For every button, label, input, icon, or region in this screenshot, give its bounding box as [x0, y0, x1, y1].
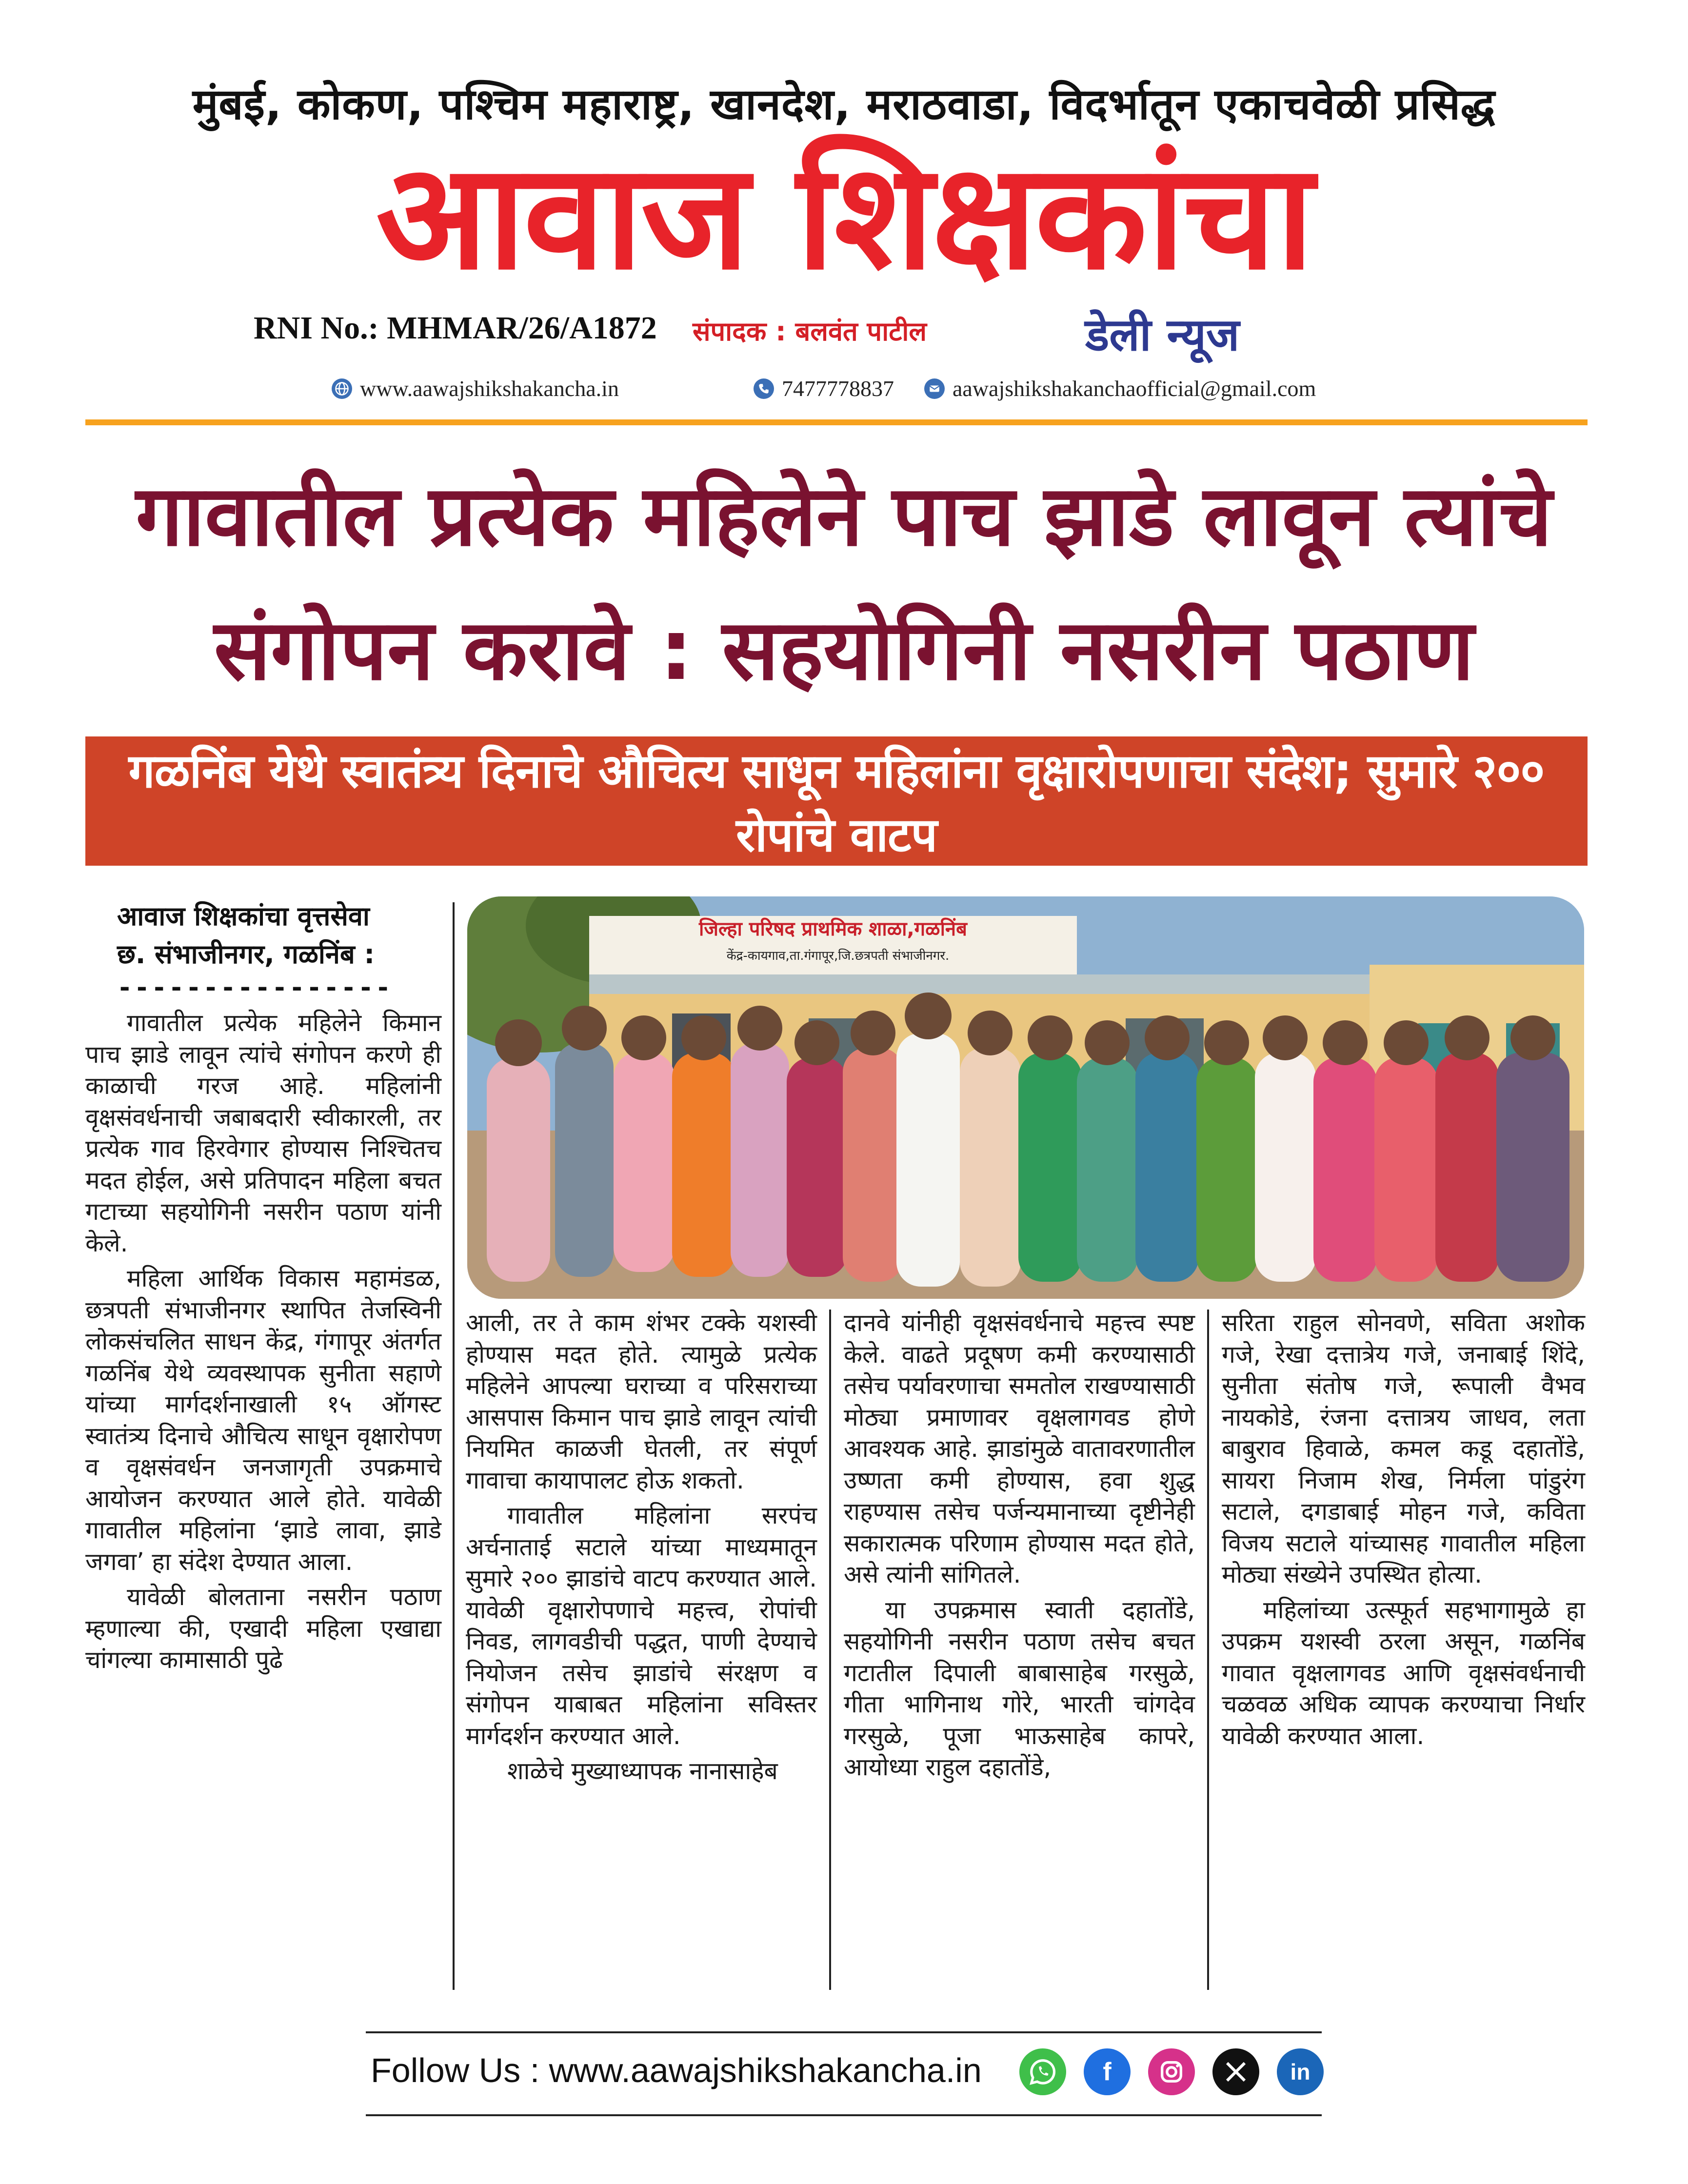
column-rule-1 — [453, 902, 455, 1990]
email-contact[interactable] — [924, 376, 1316, 401]
footer-rule-top — [366, 2031, 1322, 2033]
column-4-paragraph-2: महिलांच्या उत्स्फूर्त सहभागामुळे हा उपक्रम यशस्वी ठरला असून, गळनिंब गावात वृक्षलागवड आणि वृक्षसंवर्धनाची चळवळ अधिक व्यापक करण्याचा निर्धार यावेळी करण्यात आला. — [1222, 1595, 1585, 1750]
footer-rule-bottom — [366, 2114, 1322, 2116]
column-3-paragraph-2: या उपक्रमास स्वाती दहातोंडे, सहयोगिनी नसरीन पठाण तसेच बचत गटातील दिपाली बाबासाहेब गरसुळे, गीता भागिनाथ गोरे, भारती चांगदेव गरसुळे, पूजा भाऊसाहेब कापरे, आयोध्या राहुल दहातोंडे, — [844, 1595, 1195, 1781]
phone-text[interactable]: 7477778837 — [782, 376, 894, 401]
article-column-2 — [466, 1307, 817, 1791]
column-1-paragraph-3: यावेळी बोलताना नसरीन पठाण म्हणाल्या की, एखादी महिला एखाद्या चांगल्या कामासाठी पुढे — [85, 1583, 441, 1674]
headline-line-1: गावातील प्रत्येक महिलेने पाच झाडे लावून त्यांचे — [136, 467, 1552, 565]
globe-icon — [332, 378, 352, 399]
column-2-paragraph-1: आली, तर ते काम शंभर टक्के यशस्वी होण्यास मदत होते. त्यामुळे प्रत्येक महिलेने आपल्या घराच्या व परिसराच्या आसपास किमान पाच झाडे लावून त्यांची नियमित काळजी घेतली, तर संपूर्ण गावाचा कायापालट होऊ शकतो. — [466, 1309, 817, 1494]
phone-contact[interactable] — [754, 376, 894, 401]
subheadline-band — [85, 736, 1588, 866]
column-rule-3 — [1207, 1310, 1209, 1990]
website-text[interactable]: www.aawajshikshakancha.in — [360, 376, 619, 401]
follow-us-link[interactable]: Follow Us : www.aawajshikshakancha.in — [371, 2051, 982, 2089]
column-2-paragraph-2: गावातील महिलांना सरपंच अर्चनाताई सटाले यांच्या माध्यमातून सुमारे २०० झाडांचे वाटप करण्यात आले. यावेळी वृक्षारोपणाचे महत्त्व, रोपांची निवड, लागवडीची पद्धत, पाणी देण्याचे नियोजन तसेच झाडांचे संरक्षण व संगोपन याबाबत महिलांना सविस्तर मार्गदर्शन करण्यात आले. — [466, 1501, 817, 1750]
masthead-divider — [85, 419, 1588, 425]
rni-number: RNI No.: MHMAR/26/A1872 — [254, 310, 657, 346]
article-subheadline: गळनिंब येथे स्वातंत्र्य दिनाचे औचित्य साधून महिलांना वृक्षारोपणाचा संदेश; सुमारे २०० रोपांचे वाटप — [128, 743, 1545, 862]
column-rule-2 — [829, 1310, 831, 1990]
article-photo — [467, 896, 1584, 1299]
newspaper-title: आवाज शिक्षकांचा — [376, 132, 1312, 302]
article-column-4 — [1222, 1307, 1585, 1755]
event-photo-illustration — [467, 896, 1584, 1299]
website-contact[interactable] — [332, 376, 619, 401]
email-text[interactable]: aawajshikshakanchaofficial@gmail.com — [953, 376, 1316, 401]
column-3-paragraph-1: दानवे यांनीही वृक्षसंवर्धनाचे महत्त्व स्पष्ट केले. वाढते प्रदूषण कमी करण्यासाठी तसेच पर्यावरणाचा समतोल राखण्यासाठी मोठ्या प्रमाणावर वृक्षलागवड होणे आवश्यक आहे. झाडांमुळे वातावरणातील उष्णता कमी होण्यास, हवा शुद्ध राहण्यास तसेच पर्जन्यमानाच्या दृष्टीनेही सकारात्मक परिणाम होण्यास मदत होते, असे त्यांनी सांगितले. — [844, 1309, 1195, 1588]
column-4-paragraph-1: सरिता राहुल सोनवणे, सविता अशोक गजे, रेखा दत्तात्रेय गजे, जनाबाई शिंदे, सुनीता संतोष गजे, रूपाली वैभव नायकोडे, रंजना दत्तात्रय जाधव, लता बाबुराव हिवाळे, कमल कडू दहातोंडे, सायरा निजाम शेख, निर्मला पांडुरंग सटाले, दगडाबाई मोहन गजे, कविता विजय सटाले यांच्यासह गावातील महिला मोठ्या संख्येने उपस्थित होत्या. — [1222, 1309, 1585, 1588]
headline-line-2: संगोपन करावे : सहयोगिनी नसरीन पठाण — [214, 601, 1474, 699]
article-headline — [59, 449, 1629, 717]
article-column-1 — [85, 1007, 441, 1680]
instagram-icon[interactable] — [1148, 2048, 1195, 2095]
article-column-3 — [844, 1307, 1195, 1787]
phone-icon — [754, 378, 774, 399]
x-icon[interactable] — [1212, 2048, 1259, 2095]
whatsapp-icon[interactable] — [1019, 2048, 1066, 2095]
column-1-paragraph-1: गावातील प्रत्येक महिलेने किमान पाच झाडे लावून त्यांचे संगोपन करणे ही काळाची गरज आहे. महिलांनी वृक्षसंवर्धनाची जबाबदारी स्वीकारली, तर प्रत्येक गाव हिरवेगार होण्यास निश्चितच मदत होईल, असे प्रतिपादन महिला बचत गटाच्या सहयोगिनी नसरीन पठाण यांनी केले. — [85, 1009, 441, 1257]
masthead-regions: मुंबई, कोकण, पश्चिम महाराष्ट्र, खानदेश, मराठवाडा, विदर्भातून एकाचवेळी प्रसिद्ध — [192, 79, 1496, 129]
column-1-paragraph-2: महिला आर्थिक विकास महामंडळ, छत्रपती संभाजीनगर स्थापित तेजस्विनी लोकसंचलित साधन केंद्र, गंगापूर अंतर्गत गळनिंब येथे व्यवस्थापक सुनीता सहाणे यांच्या मार्गदर्शनाखाली १५ ऑगस्ट स्वातंत्र्य दिनाचे औचित्य साधून वृक्षारोपण व वृक्षसंवर्धन जनजागृती उपक्रमाचे आयोजन करण्यात आले होते. यावेळी गावातील महिलांना ‘झाडे लावा, झाडे जगवा’ हा संदेश देण्यात आला. — [85, 1264, 441, 1576]
mail-icon — [924, 378, 945, 399]
facebook-icon[interactable]: f — [1084, 2048, 1131, 2095]
editor-credit: संपादक : बलवंत पाटील — [693, 316, 927, 347]
school-sign-sub: केंद्र-कायगाव,ता.गंगापूर,जि.छत्रपती संभाजीनगर. — [726, 949, 950, 963]
linkedin-icon[interactable]: in — [1277, 2048, 1324, 2095]
byline-divider: ---------------- — [117, 973, 393, 1002]
article-byline — [117, 897, 375, 973]
column-2-paragraph-3: शाळेचे मुख्याध्यापक नानासाहेब — [507, 1757, 778, 1785]
byline-agency: आवाज शिक्षकांचा वृत्तसेवा — [117, 901, 370, 932]
daily-news-label: डेली न्यूज — [1085, 309, 1240, 361]
school-sign: जिल्हा परिषद प्राथमिक शाळा,गळनिंब — [699, 918, 967, 940]
byline-dateline: छ. संभाजीनगर, गळनिंब : — [117, 939, 375, 970]
